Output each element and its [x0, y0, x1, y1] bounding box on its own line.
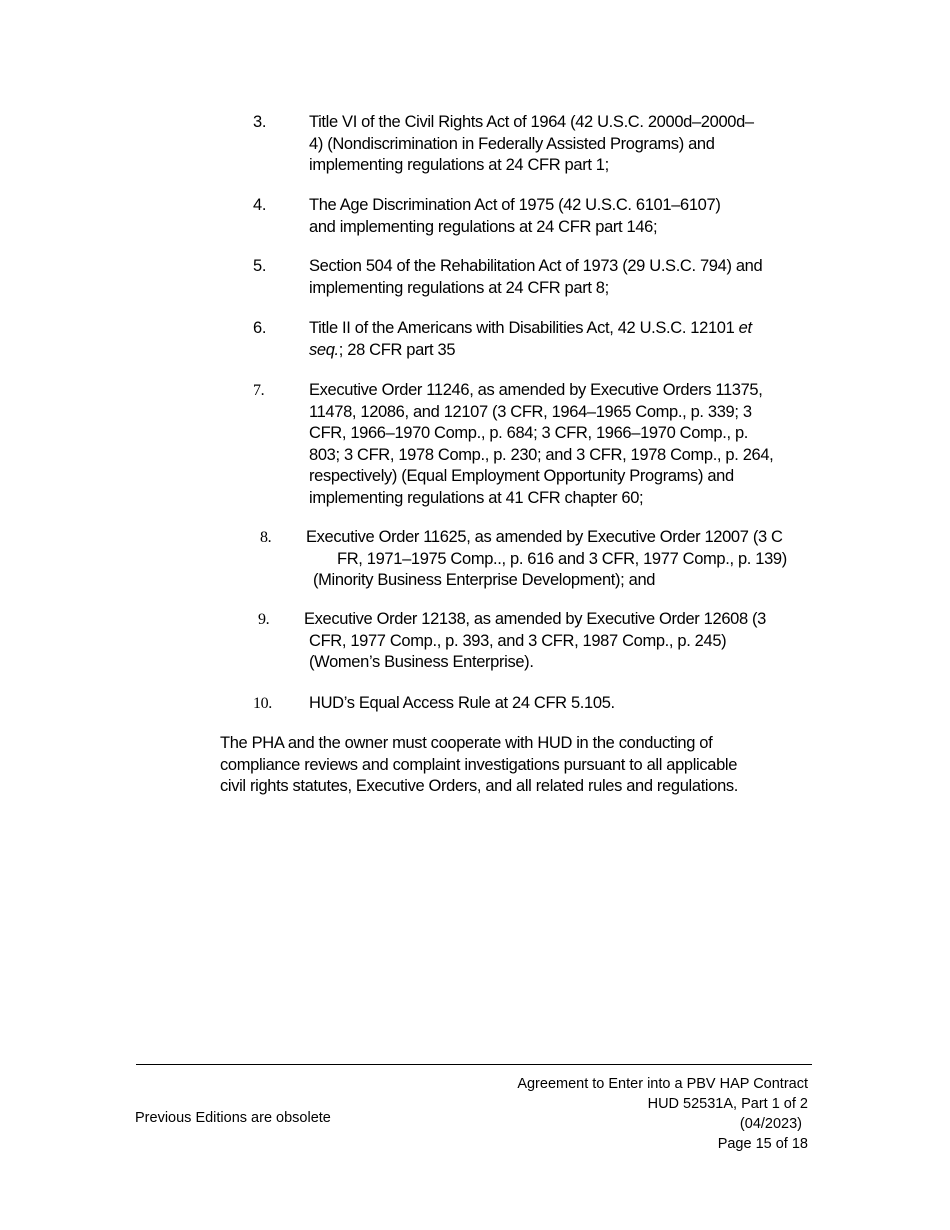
item-text: Section 504 of the Rehabilitation Act of 1973 (29 U.S.C. 794) and implementing regulations at 24 CFR part 8; — [309, 257, 763, 297]
form-edition: (04/2023) — [739, 1116, 802, 1132]
cooperation-paragraph: The PHA and the owner must cooperate with HUD in the conducting of compliance reviews and complaint investigations pursuant to all applicable civil rights statutes, Executive Orders, and all related rules and regulations. — [220, 734, 739, 795]
item-text: Executive Order 11625, as amended by Executive Order 12007 (3 C FR, 1971–1975 Comp.., p. 616 and 3 CFR, 1977 Comp., p. 139) (Minority Business Enterprise Development); and — [306, 528, 787, 589]
item-number: 5. — [253, 257, 267, 275]
item-number: 10. — [253, 695, 272, 712]
item-number: 7. — [253, 382, 265, 399]
item-text: HUD’s Equal Access Rule at 24 CFR 5.105. — [309, 694, 615, 712]
form-title: Agreement to Enter into a PBV HAP Contract — [517, 1076, 808, 1092]
footer-divider — [136, 1064, 812, 1065]
form-number: HUD 52531A, Part 1 of 2 — [647, 1096, 808, 1112]
item-text: Executive Order 11246, as amended by Executive Orders 11375, 11478, 12086, and 12107 (3 CFR, 1964–1965 Comp., p. 339; 3 CFR, 1966–1970 Comp., p. 684; 3 CFR, 1966–1970 Comp., p. 803; 3 CFR, 1978 Comp., p. 230; and 3 CFR, 1978 Comp., p. 264, respectively) (Equal Employment Opportunity Programs) and implementing regulations at 41 CFR chapter 60; — [309, 381, 774, 507]
item-text: Executive Order 12138, as amended by Executive Order 12608 (3 CFR, 1977 Comp., p. 393, and 3 CFR, 1987 Comp., p. 245) (Women’s Business Enterprise). — [304, 610, 767, 671]
item-number: 4. — [253, 196, 267, 214]
item-number: 9. — [258, 611, 270, 628]
footer-obsolete-note: Previous Editions are obsolete — [135, 1110, 331, 1126]
item-text: The Age Discrimination Act of 1975 (42 U.S.C. 6101–6107) and implementing regulations at 24 CFR part 146; — [309, 196, 721, 236]
page-number: Page 15 of 18 — [717, 1136, 808, 1152]
footer-form-info — [517, 1074, 808, 1154]
item-number: 3. — [253, 113, 267, 131]
item-number: 6. — [253, 319, 267, 337]
item-text: Title VI of the Civil Rights Act of 1964 (42 U.S.C. 2000d–2000d– 4) (Nondiscrimination in Federally Assisted Programs) and implementing regulations at 24 CFR part 1; — [309, 113, 754, 174]
item-text: Title II of the Americans with Disabilities Act, 42 U.S.C. 12101 et seq.; 28 CFR part 35 — [309, 319, 752, 359]
item-number: 8. — [260, 529, 272, 546]
